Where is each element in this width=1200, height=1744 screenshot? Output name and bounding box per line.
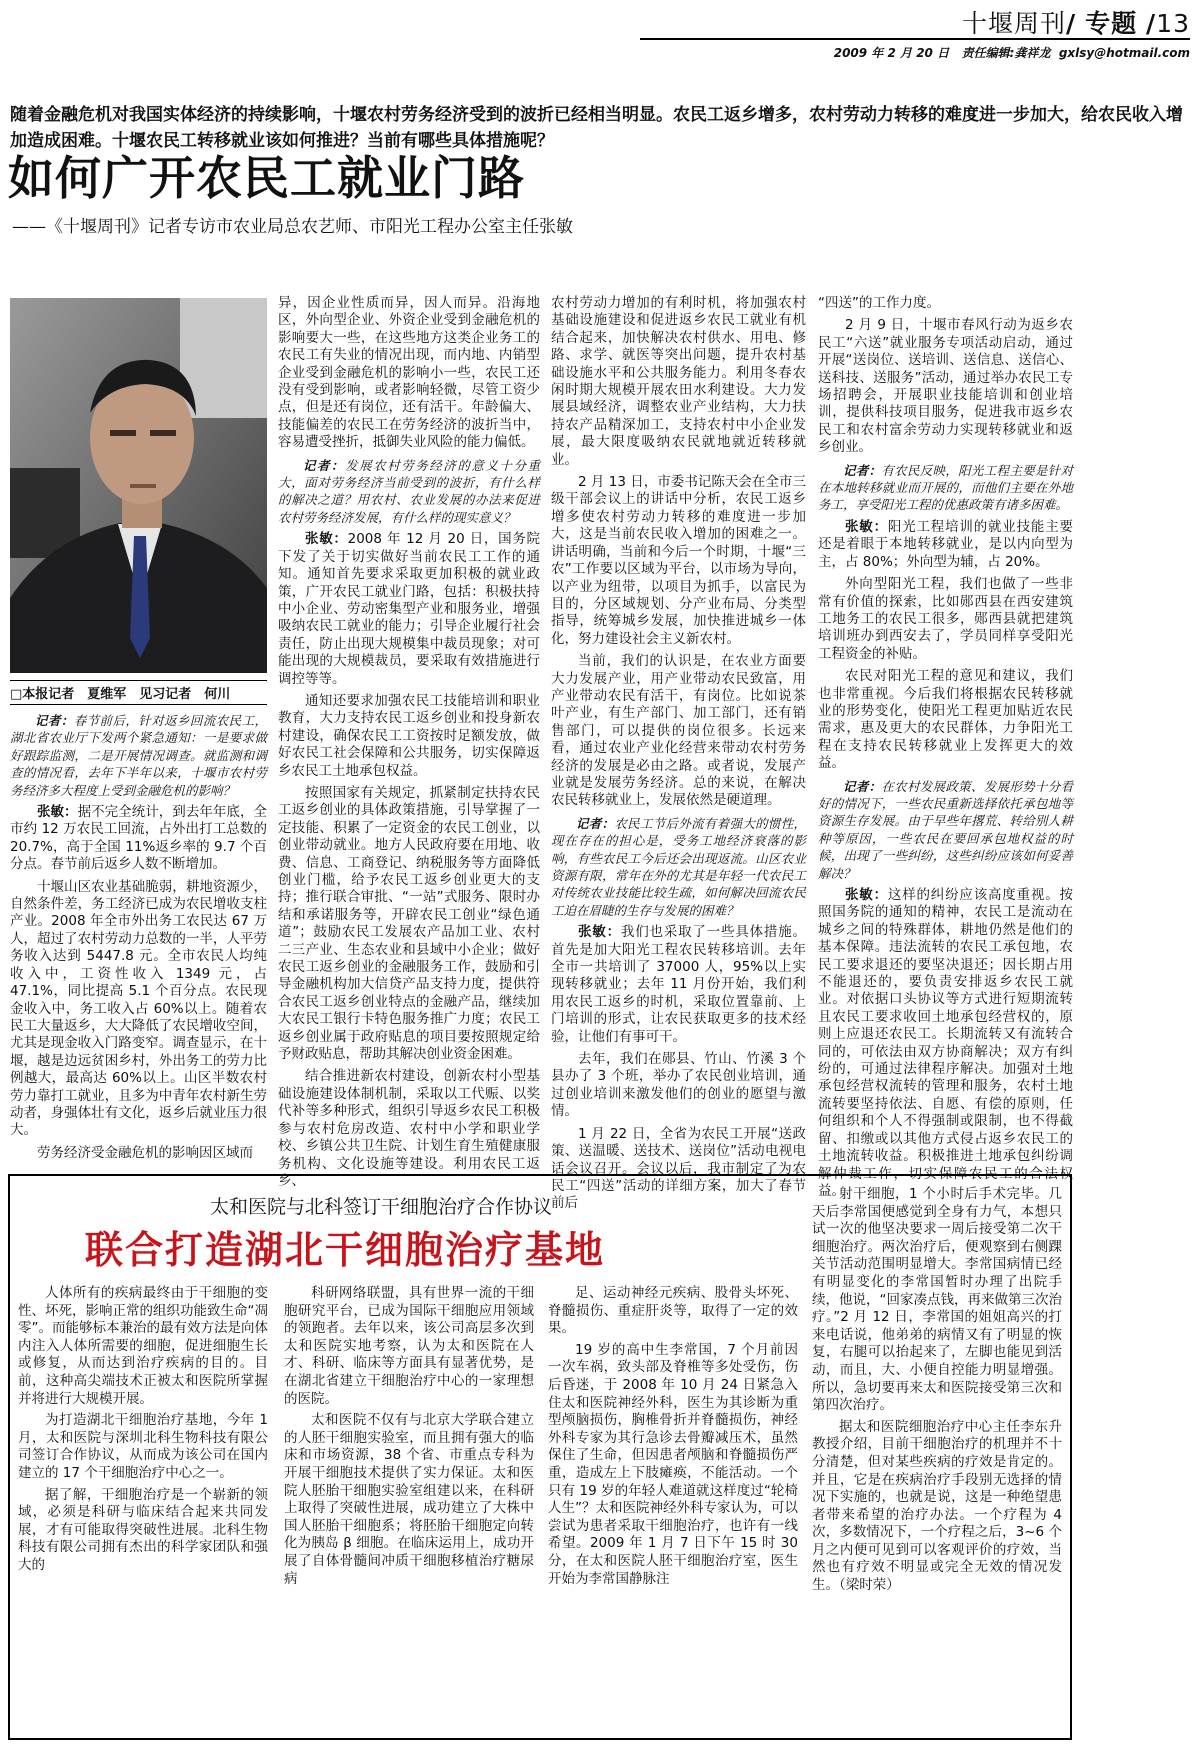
box-column-3: [548, 1285, 798, 1725]
article-subtitle: ——《十堰周刊》记者专访市农业局总农艺师、市阳光工程办公室主任张敏: [12, 217, 573, 237]
paragraph-text: 劳务经济受金融危机的影响因区域而: [37, 1144, 253, 1161]
section-name: 专题: [1085, 9, 1138, 38]
paragraph-text: 太和医院不仅有与北京大学联合建立的人胚干细胞实验室，而且拥有强大的临床和市场资源，38 个省、市重点专科为开展干细胞技术提供了实力保证。太和医院人胚胎干细胞实验室组建以来，在科研上取得了突破性进展，成功建立了大株中国人胚胎干细胞系；将胚胎干细胞定向转化为胰岛 β 细胞。在临床运用上，成功开展了自体骨髓间冲质干细胞移植治疗糖尿病: [284, 1412, 534, 1587]
paragraph-text: 农民对阳光工程的意见和建议，我们也非常重视。今后我们将根据农民转移就业的形势变化，使阳光工程更加贴近农民需求，惠及更大的农民群体，力争阳光工程在支持农民转移就业上发挥更大的效益。: [818, 668, 1073, 772]
header-rule: [640, 38, 1190, 40]
paragraph: [278, 1068, 540, 1190]
paragraph: [18, 1285, 268, 1408]
paragraph-text: 2008 年 12 月 20 日，国务院下发了关于切实做好当前农民工工作的通知。通知首先要求采取更加积极的就业政策，广开农民工就业门路，包括：积极扶持中小企业、劳动密集型产业和服务业，增强吸纳农民工就业的能力；引导企业履行社会责任，防止出现大规模集中裁员现象；对可能出现的大规模裁员，要采取有效措施进行调控等等。: [278, 531, 541, 687]
paragraph-text: 有农民反映，阳光工程主要是针对在本地转移就业而开展的，而他们主要在外地务工，享受阳光工程的优惠政策有诸多困难。: [818, 462, 1073, 513]
masthead: 十堰周刊/ 专题 /13: [961, 9, 1190, 38]
article-column-1: [10, 712, 267, 1161]
paragraph-text: 据太和医院细胞治疗中心主任李东升教授介绍，目前干细胞治疗的机理并不十分清楚，但对某些疾病的疗效是肯定的。并且，它是在疾病治疗手段别无选择的情况下实施的，也就是说，这是一种绝望患者带来希望的治疗办法。一个疗程为 4 次，多数情况下，一个疗程之后，3~6 个月之内便可见到可以客观评价的疗效，当然也有疗效不明显或完全无效的情况发生。（梁时荣）: [812, 1418, 1062, 1594]
paragraph: [812, 1419, 1062, 1595]
article-lead: 随着金融危机对我国实体经济的持续影响，十堰农村劳务经济受到的波折已经相当明显。农民工返乡增多，农村劳动力转移的难度进一步加大，给农民收入增加造成困难。十堰农民工转移就业该如何推进？当前有哪些具体措施呢？: [10, 105, 1183, 151]
paragraph: [284, 1285, 534, 1408]
paragraph-text: 为打造湖北干细胞治疗基地，今年 1 月，太和医院与深圳北科生物科技有限公司签订合作协议，从而成为该公司在国内建立的 17 个干细胞治疗中心之一。: [18, 1412, 268, 1481]
paragraph-text: 足、运动神经元疾病、股骨头坏死、脊髓损伤、重症肝炎等，取得了一定的效果。: [548, 1285, 798, 1337]
speaker-label: 记者：: [35, 713, 74, 728]
speaker-label: 记者：: [576, 815, 615, 831]
box-column-4: [812, 1186, 1062, 1726]
editor-email: gxlsy@hotmail.com: [1058, 46, 1190, 60]
paragraph-text: 2 月 13 日，市委书记陈天会在全市三级干部会议上的讲话中分析，农民工返乡增多使农村劳动力转移的难度进一步加大，这是当前农民收入增加的困难之一。讲话明确，当前和今后一个时期，十堰“三农”工作要以区域为平台，以市场为导向，以产业为纽带，以项目为抓手，以富民为目的，分区域规划、分产业布局、分类型指导，统筹城乡发展，加快推进城乡一体化，努力建设社会主义新农村。: [551, 474, 806, 647]
paragraph-text: 我们也采取了一些具体措施。首先是加大阳光工程农民转移培训。去年全市一共培训了 37000 人，95%以上实现转移就业；去年 11 月份开始，我们利用农民工返乡的时机，采取位置靠前、上门培训的形式，让农民获取更多的技术经验，让他们有事可干。: [551, 924, 807, 1045]
paragraph-text: 在农村发展政策、发展形势十分看好的情况下，一些农民重新选择依托承包地等资源生存发展。由于早些年撂荒、转给别人耕种等原因，一些农民在要回承包地权益的时候，出现了一些纠纷，这些纠纷应该如何妥善解决？: [818, 778, 1073, 881]
header-info: [834, 44, 1190, 61]
paragraph-text: 据不完全统计，到去年年底，全市约 12 万农民工回流，占外出打工总数的 20.7%，高于全国 11%返乡率的 9.7 个百分点。春节前后返乡人数不断增加。: [10, 804, 267, 873]
paragraph: [10, 804, 267, 874]
paragraph-text: “四送”的工作力度。: [818, 295, 940, 311]
paragraph: [818, 668, 1073, 772]
paragraph-text: 1 月 22 日，全省为农民工开展“送政策、送温暖、送技术、送岗位”活动电视电话会议召开。会议以后，我市制定了为农民工“四送”活动的详细方案，加大了春节前后: [551, 1125, 806, 1212]
paragraph: [551, 1051, 806, 1121]
paragraph-text: 2 月 9 日，十堰市春风行动为返乡农民工“六送”就业服务专项活动启动，通过开展“送岗位、送培训、送信息、送信心、送科技、送服务”活动，通过举办农民工专场招聘会，开展职业技能培训和创业培训，提供科技项目服务，促进我市返乡农民工和农村富余劳动力实现转移就业和返乡创业。: [818, 317, 1073, 456]
paragraph: [548, 1285, 798, 1338]
paragraph-text: 人体所有的疾病最终由于干细胞的变性、坏死，影响正常的组织功能致生命“凋零”。而能够标本兼治的最有效方法是向体内注入人体所需要的细胞，促进细胞生长或修复，从而达到治疗疾病的目的。目前，这种高尖端技术正被太和医院所掌握并将进行大规模开展。: [18, 1285, 268, 1407]
paragraph: [18, 1487, 268, 1575]
paragraph: [818, 576, 1073, 663]
paragraph: [551, 295, 806, 469]
editor-label: 责任编辑:: [961, 46, 1015, 60]
paragraph: [818, 519, 1073, 571]
box-title: 联合打造湖北干细胞治疗基地: [85, 1227, 606, 1272]
paragraph-text: 十堰山区农业基础脆弱，耕地资源少，自然条件差，务工经济已成为农民增收支柱产业。2008 年全市外出务工农民达 67 万人，超过了农村劳动力总数的一半，人平劳务收入达到 5447.8 元。全市农民人均纯收入中，工资性收入 1349 元，占 47.1%，同比提高 5.1 个百分点。农民现金收入中，务工收入占 60%以上。随着农民工大量返乡，大大降低了农民增收空间，尤其是现金收入门路变窄。调查显示，在十堰，越是边远贫困乡村，外出务工的劳力比例越大，最高达 60%以上。山区半数农村劳力靠打工就业，且多为中青年农村新生劳动者，身强体壮有文化，返乡后就业压力很大。: [10, 878, 267, 1139]
paragraph-text: 异，因企业性质而异，因人而异。沿海地区，外向型企业、外资企业受到金融危机的影响要大一些，在这些地方这类企业务工的农民工有失业的情况出现，而内地、内销型企业受到金融危机的影响小一些，农民工还没有受到影响，或者影响轻微，尽管工资少点，但是还有岗位，还有活干。年龄偏大、技能偏差的农民工在劳务经济的波折当中，容易遭受挫折，抵御失业风险的能力偏低。: [278, 295, 540, 451]
issue-date: 2009 年 2 月 20 日: [833, 46, 950, 60]
speaker-label: 记者：: [843, 462, 882, 478]
paragraph: [18, 1412, 268, 1482]
paragraph: [551, 653, 806, 810]
paragraph-text: 19 岁的高中生李常国，7 个月前因一次车祸，致头部及脊椎等多处受伤，伤后昏迷，于 2008 年 10 月 24 日紧急入住太和医院神经外科，医生为其诊断为重型颅脑损伤，胸椎骨折并脊髓损伤，神经外科专家为其行急诊去骨瓣减压术，虽然保住了生命，但因患者颅脑和脊髓损伤严重，造成左上下肢瘫痪，不能活动。一个只有 19 岁的年轻人难道就这样度过“轮椅人生”？太和医院神经外科专家认为，可以尝试为患者采取干细胞治疗，也许有一线希望。2009 年 1 月 7 日下午 15 时 30 分，在太和医院人胚干细胞治疗室，医生开始为李常国静脉注: [548, 1341, 798, 1587]
paragraph-text: 当前，我们的认识是，在农业方面要大力发展产业，用产业带动农民致富，用产业带动农民有活干，有岗位。比如说茶叶产业，有生产部门、加工部门，还有销售部门，可以提供的岗位很多。长远来看，通过农业产业化经营来带动农村劳务经济的发展是必由之路。或者说，发展产业就是发展劳务经济。总的来说，在解决农民转移就业上，发展依然是硬道理。: [551, 653, 806, 809]
paragraph: [278, 785, 540, 1064]
paragraph: [551, 924, 806, 1046]
speaker-label: 张敏：: [37, 804, 78, 821]
paragraph: [551, 474, 806, 648]
paragraph: [284, 1412, 534, 1588]
paragraph-text: 射干细胞，1 个小时后手术完毕。几天后李常国便感觉到全身有力气，本想只试一次的他坚决要求一周后接受第二次干细胞治疗。两次治疗后，便观察到右侧踝关节活动范围明显增大。李常国病情已经有明显变化的李常国暂时办理了出院手续，他说，“回家凑点钱，再来做第三次治疗。”2 月 12 日，李常国的姐姐高兴的打来电话说，他弟弟的病情又有了明显的恢复，右腿可以抬起来了，左脚也能见到活动，而且，大、小便自控能力明显增强。所以，急切要再来太和医院接受第三次和第四次治疗。: [812, 1186, 1062, 1414]
box-column-2: [284, 1285, 534, 1725]
paragraph-text: 去年，我们在郧县、竹山、竹溪 3 个县办了 3 个班，举办了农民创业培训，通过创业培训来激发他们的创业的愿望与激情。: [551, 1051, 806, 1120]
paragraph-text: 科研网络联盟，具有世界一流的干细胞研究平台，已成为国际干细胞应用领域的领跑者。去年以来，该公司高层多次到太和医院实地考察，认为太和医院在人才、科研、临床等方面具有显著优势，是在湖北省建立干细胞治疗中心的一家理想的医院。: [284, 1285, 534, 1407]
paragraph: [818, 778, 1073, 882]
paragraph: [548, 1342, 798, 1588]
paragraph-text: 春节前后，针对返乡回流农民工，湖北省农业厅下发两个紧急通知：一是要求做好跟踪监测，二是开展情况调查。就监测和调查的情况看，去年下半年以来，十堰市农村劳务经济多大程度上受到金融危机的影响？: [10, 713, 267, 798]
publication-name: 十堰周刊: [961, 9, 1066, 38]
paragraph: [551, 815, 806, 919]
article-column-2: [278, 295, 541, 1189]
paragraph: [818, 887, 1073, 1200]
paragraph-text: 发展农村劳务经济的意义十分重大，面对劳务经济当前受到的波折，有什么样的解决之道？用农村、农业发展的办法来促进农村劳务经济发展，有什么样的现实意义？: [278, 457, 540, 525]
paragraph-text: 农村劳动力增加的有利时机，将加强农村基础设施建设和促进返乡农民工就业有机结合起来，加快解决农村供水、用电、修路、求学、就医等突出问题，提升农村基础设施水平和公共服务能力。利用冬春农闲时期大规模开展农田水利建设。大力发展县域经济，调整农业产业结构，大力扶持农产品精深加工，支持农村中小企业发展，最大限度吸纳农民就地就近转移就业。: [551, 295, 806, 468]
paragraph: [278, 531, 540, 688]
speaker-label: 记者：: [843, 778, 882, 794]
interviewee-photo: [10, 298, 267, 673]
speaker-label: 张敏：: [305, 531, 348, 548]
paragraph-text: 农民工节后外流有着强大的惯性，现在存在的担心是，受务工地经济衰落的影响，有些农民工今后还会出现返流。山区农业资源有限，常年在外的尤其是年轻一代农民工对传统农业技能比较生疏，如何解决回流农民工迫在眉睫的生存与发展的困难？: [551, 815, 806, 918]
page-number: 13: [1156, 9, 1190, 38]
paragraph: [278, 457, 540, 527]
paragraph: [818, 317, 1073, 456]
paragraph: [10, 879, 267, 1140]
article-column-3: [551, 295, 807, 1212]
paragraph-text: 据了解，干细胞治疗是一个崭新的领域，必须是科研与临床结合起来共同发展，才有可能取得突破性进展。北科生物科技有限公司拥有杰出的科学家团队和强大的: [18, 1486, 268, 1573]
speaker-label: 张敏：: [845, 887, 888, 903]
box-subtitle: 太和医院与北科签订干细胞治疗合作协议: [210, 1196, 553, 1218]
paragraph-text: 结合推进新农村建设，创新农村小型基础设施建设体制机制，采取以工代赈、以奖代补等多种形式，组织引导返乡农民工积极参与农村危房改造、农村中小学和职业学校、乡镇公共卫生院、计划生育生殖健康服务机构、文化设施等建设。利用农民工返乡、: [278, 1068, 540, 1189]
box-column-1: [18, 1285, 268, 1725]
paragraph: [818, 462, 1073, 514]
paragraph-text: 外向型阳光工程，我们也做了一些非常有价值的探索，比如郧西县在西安建筑工地务工的农民工很多，郧西县就把建筑培训班办到西安去了，学员同样享受阳光工程资金的补贴。: [818, 576, 1073, 662]
editor-name: 龚祥龙: [1014, 46, 1051, 60]
speaker-label: 张敏：: [578, 924, 621, 941]
portrait-image: [10, 298, 267, 673]
paragraph: [10, 1145, 267, 1162]
article-column-4: [818, 295, 1074, 1199]
paragraph-text: 按照国家有关规定，抓紧制定扶持农民工返乡创业的具体政策措施，引导掌握了一定技能、积累了一定资金的农民工创业，以创业带动就业。地方人民政府要在用地、收费、信息、工商登记、纳税服务等方面降低创业门槛，给予农民工返乡创业更大的支持；推行联合审批、“一站”式服务、限时办结和承诺服务等，开辟农民工创业“绿色通道”；鼓励农民工发展农产品加工业、农村二三产业、生态农业和县域中小企业；做好农民工返乡创业的金融服务工作，鼓励和引导金融机构加大信贷产品支持力度，提供符合农民工返乡创业特点的金融产品，继续加大农民工银行卡特色服务推广力度；农民工返乡创业属于政府贴息的项目要按照规定给予财政贴息，帮助其解决创业资金困难。: [278, 784, 540, 1063]
paragraph: [812, 1186, 1062, 1415]
paragraph: [278, 295, 540, 452]
speaker-label: 记者：: [303, 457, 346, 473]
paragraph-text: 通知还要求加强农民工技能培训和职业教育，大力支持农民工返乡创业和投身新农村建设，确保农民工工资按时足额发放，做好农民工社会保障和公共服务，切实保障返乡农民工土地承包权益。: [278, 692, 540, 779]
paragraph: [10, 712, 267, 799]
paragraph-text: 阳光工程培训的就业技能主要还是着眼于本地转移就业，是以内向型为主，占 80%；外向型为辅，占 20%。: [818, 518, 1074, 570]
paragraph: [818, 295, 1073, 312]
paragraph-text: 这样的纠纷应该高度重视。按照国务院的通知的精神，农民工是流动在城乡之间的特殊群体，耕地仍然是他们的基本保障。违法流转的农民工承包地，农民工要求退还的要坚决退还；因长期占用不能退还的，要负责安排返乡农民工就业。对依据口头协议等方式进行短期流转且农民工要求收回土地承包经营权的，原则上应退还农民工。长期流转又有流转合同的，可依法由双方协商解决；双方有纠纷的，可通过法律程序解决。加强对土地承包经营权流转的管理和服务，农村土地流转要坚持依法、自愿、有偿的原则，任何组织和个人不得强制或限制，也不得截留、扣缴或以其他方式侵占返乡农民工的土地流转收益。积极推进土地承包纠纷调解仲裁工作，切实保障农民工的合法权益。: [818, 887, 1074, 1199]
speaker-label: 张敏：: [845, 518, 888, 535]
paragraph: [278, 693, 540, 780]
byline: □本报记者 夏维军 见习记者 何川: [10, 680, 267, 705]
article-title: 如何广开农民工就业门路: [8, 151, 525, 205]
